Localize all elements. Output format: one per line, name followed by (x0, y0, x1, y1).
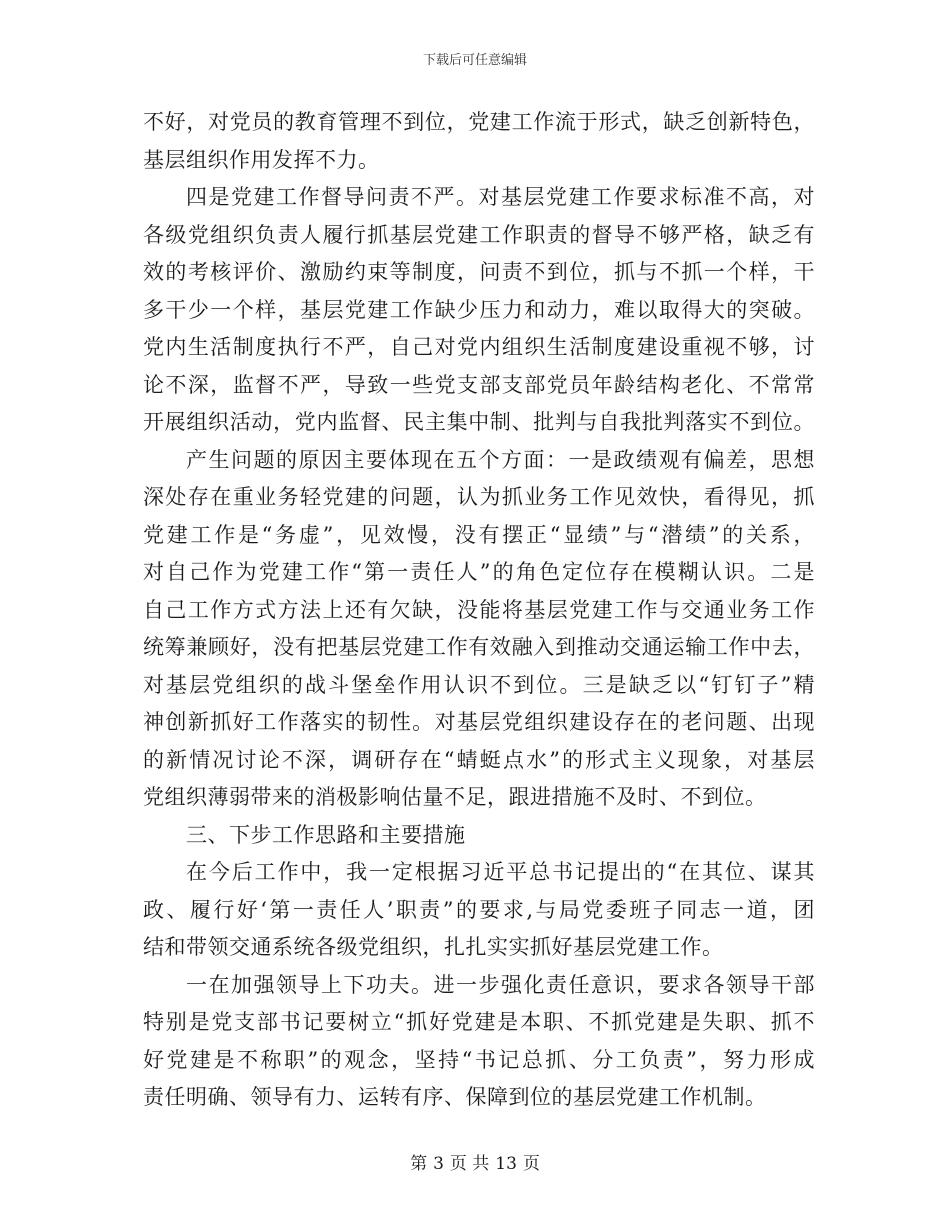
text-line: 对基层党组织的战斗堡垒作用认识不到位。三是缺乏以“钉钉子”精 (143, 672, 815, 697)
page-footer-suffix: 页 (522, 1154, 540, 1174)
page-number-current: 3 (433, 1154, 444, 1174)
text-line: 在今后工作中，我一定根据习近平总书记提出的“在其位、谋其 (186, 860, 815, 884)
text-line: 的新情况讨论不深，调研存在“蜻蜓点水”的形式主义现象，对基层 (143, 747, 815, 772)
text-line: 党建工作是“务虚”，见效慢，没有摆正“显绩”与“潜绩”的关系， (143, 522, 815, 547)
text-line: 论不深，监督不严，导致一些党支部支部党员年龄结构老化、不常常 (143, 372, 815, 397)
text-line: 对自己作为党建工作“第一责任人”的角色定位存在模糊认识。二是 (143, 560, 815, 584)
text-line: 开展组织活动，党内监督、民主集中制、批判与自我批判落实不到位。 (143, 410, 815, 434)
page-footer-middle: 页 共 (449, 1154, 490, 1174)
text-line: 四是党建工作督导问责不严。对基层党建工作要求标准不高，对 (186, 185, 815, 209)
text-line: 党组织薄弱带来的消极影响估量不足，跟进措施不及时、不到位。 (143, 785, 767, 809)
page-header: 下载后可任意编辑 (422, 53, 527, 68)
text-line: 不好，对党员的教育管理不到位，党建工作流于形式，缺乏创新特色， (143, 110, 815, 134)
text-line: 结和带领交通系统各级党组织，扎扎实实抓好基层党建工作。 (143, 935, 724, 959)
text-line: 好党建是不称职”的观念，坚持“书记总抓、分工负责”，努力形成 (143, 1047, 815, 1072)
text-line: 效的考核评价、激励约束等制度，问责不到位，抓与不抓一个样，干 (143, 260, 815, 284)
text-line: 多干少一个样，基层党建工作缺少压力和动力，难以取得大的突破。 (143, 297, 815, 322)
document-body (143, 104, 815, 1117)
text-line: 特别是党支部书记要树立“抓好党建是本职、不抓党建是失职、抓不 (143, 1010, 815, 1034)
text-line: 党内生活制度执行不严，自己对党内组织生活制度建设重视不够，讨 (143, 335, 815, 359)
text-line: 责任明确、领导有力、运转有序、保障到位的基层党建工作机制。 (143, 1085, 767, 1109)
page-number-total: 13 (495, 1154, 517, 1174)
section-heading: 三、下步工作思路和主要措施 (186, 822, 466, 847)
text-line: 基层组织作用发挥不力。 (143, 147, 380, 172)
page-footer (0, 1154, 950, 1174)
text-line: 深处存在重业务轻党建的问题，认为抓业务工作见效快，看得见，抓 (143, 485, 815, 509)
text-line: 自己工作方式方法上还有欠缺，没能将基层党建工作与交通业务工作 (143, 597, 815, 622)
text-line: 神创新抓好工作落实的韧性。对基层党组织建设存在的老问题、出现 (143, 710, 815, 734)
text-line: 产生问题的原因主要体现在五个方面：一是政绩观有偏差，思想 (186, 447, 815, 472)
text-line: 政、履行好‘第一责任人’职责”的要求,与局党委班子同志一道，团 (143, 897, 815, 922)
text-line: 各级党组织负责人履行抓基层党建工作职责的督导不够严格，缺乏有 (143, 222, 815, 247)
text-line: 一在加强领导上下功夫。进一步强化责任意识，要求各领导干部 (186, 972, 815, 997)
page-footer-prefix: 第 (410, 1154, 428, 1174)
text-line: 统筹兼顾好，没有把基层党建工作有效融入到推动交通运输工作中去， (143, 635, 815, 659)
